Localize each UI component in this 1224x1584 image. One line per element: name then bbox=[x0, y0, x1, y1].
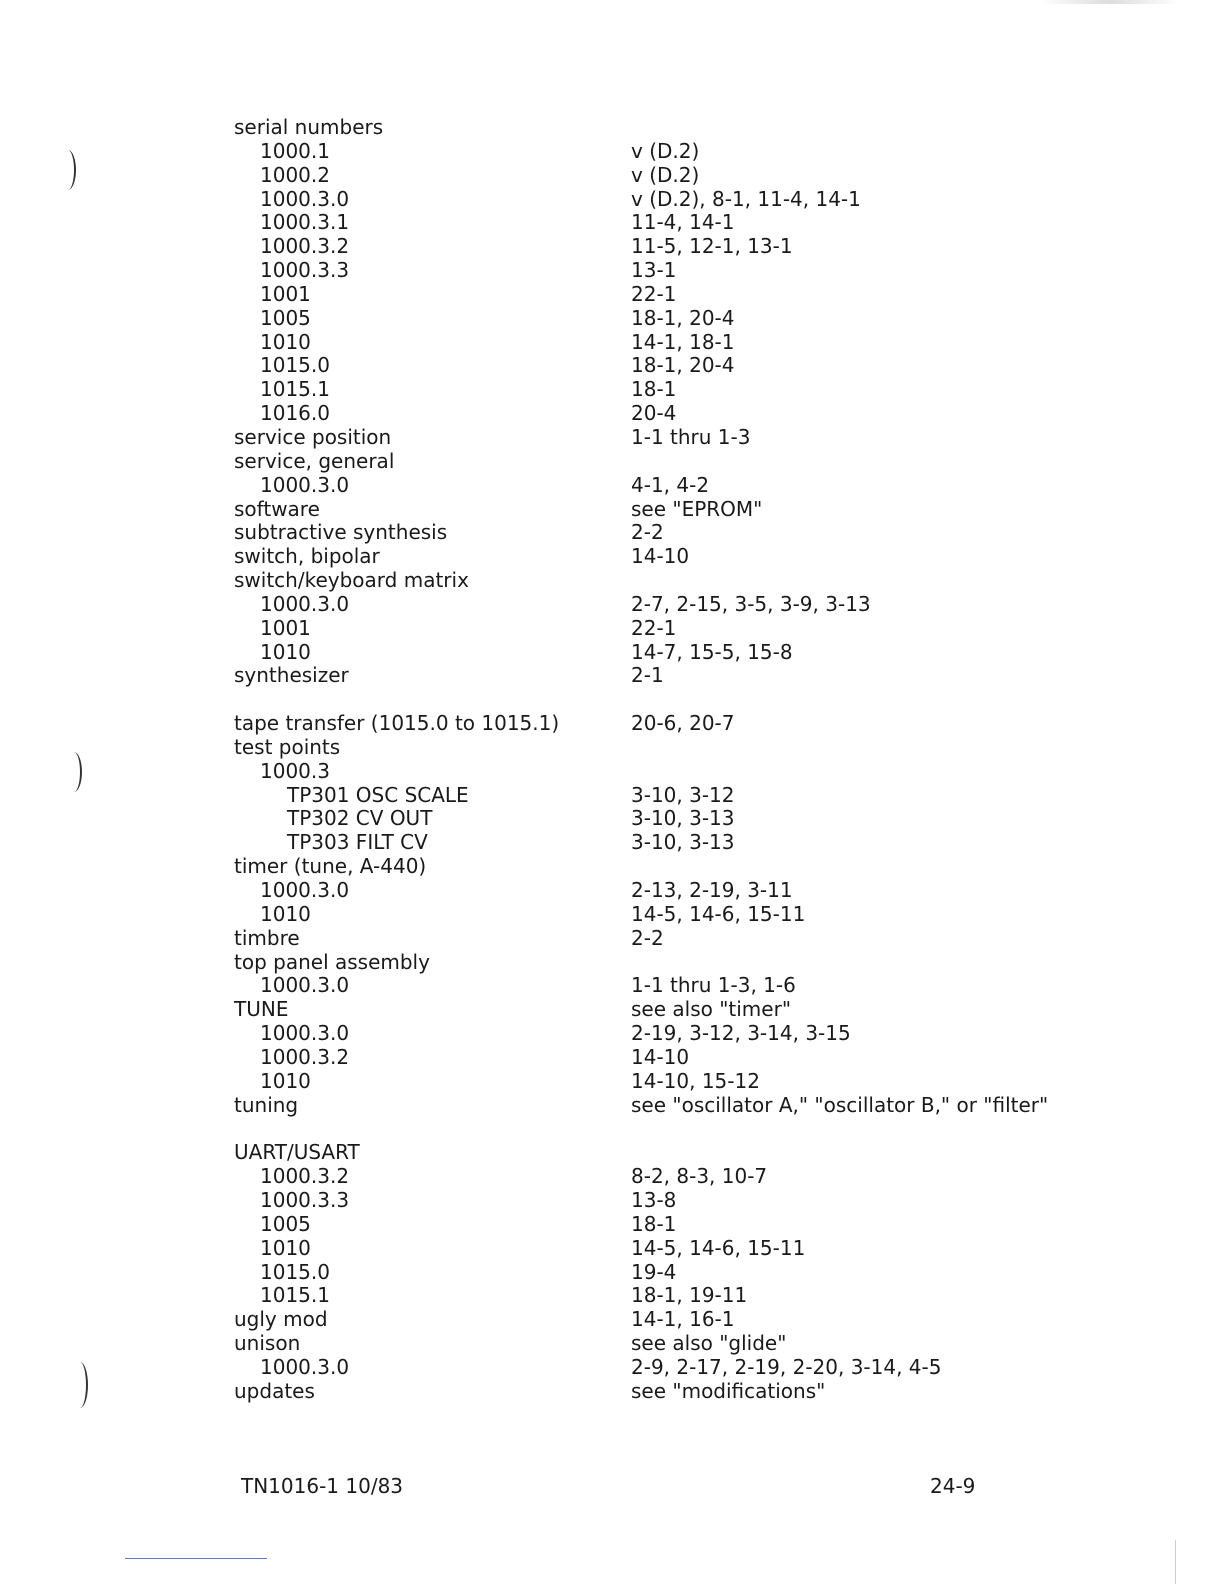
index-entry bbox=[234, 569, 1134, 593]
index-entry bbox=[234, 1046, 1134, 1070]
index-term: TUNE bbox=[234, 997, 289, 1022]
index-page-refs: v (D.2) bbox=[631, 138, 700, 163]
index-page-refs: 3-10, 3-12 bbox=[631, 782, 735, 807]
index-page-refs: 22-1 bbox=[631, 281, 677, 306]
index-page-refs: 20-4 bbox=[631, 401, 677, 426]
index-entry bbox=[234, 617, 1134, 641]
index-entry bbox=[234, 450, 1134, 474]
index-term: serial numbers bbox=[234, 115, 384, 139]
index-page-refs: 2-7, 2-15, 3-5, 3-9, 3-13 bbox=[631, 591, 871, 616]
index-page-refs: 2-9, 2-17, 2-19, 2-20, 3-14, 4-5 bbox=[631, 1354, 942, 1379]
index-subterm: 1000.3.0 bbox=[260, 973, 350, 998]
index-subterm: 1000.3.0 bbox=[260, 1354, 350, 1379]
index-term: timer (tune, A-440) bbox=[234, 854, 427, 879]
index-page-refs: 18-1, 20-4 bbox=[631, 305, 735, 330]
index-subterm: 1000.3.1 bbox=[260, 210, 350, 235]
index-page-refs: 13-8 bbox=[631, 1187, 677, 1212]
index-entry bbox=[234, 784, 1134, 808]
index-term: updates bbox=[234, 1378, 315, 1403]
index-subterm: TP302 CV OUT bbox=[287, 806, 433, 831]
index-entry bbox=[234, 188, 1134, 212]
binding-hole-mark bbox=[66, 752, 82, 792]
index-page-refs: 11-5, 12-1, 13-1 bbox=[631, 234, 793, 259]
index-subterm: 1000.3 bbox=[260, 758, 330, 783]
index-page-refs: 14-7, 15-5, 15-8 bbox=[631, 639, 793, 664]
index-page-refs: 2-2 bbox=[631, 925, 664, 950]
index-page-refs: see "modifications" bbox=[631, 1378, 826, 1403]
index-page-refs: 11-4, 14-1 bbox=[631, 210, 735, 235]
index-entry bbox=[234, 1261, 1134, 1285]
index-entry bbox=[234, 402, 1134, 426]
index-term: switch, bipolar bbox=[234, 544, 380, 569]
index-subterm: 1010 bbox=[260, 1235, 311, 1260]
index-entry bbox=[234, 474, 1134, 498]
index-entry bbox=[234, 1165, 1134, 1189]
index-entry bbox=[234, 1213, 1134, 1237]
index-term: service, general bbox=[234, 448, 395, 473]
index-entry bbox=[234, 951, 1134, 975]
index-subterm: 1000.3.3 bbox=[260, 258, 350, 283]
index-entry bbox=[234, 1308, 1134, 1332]
index-subterm: 1001 bbox=[260, 615, 311, 640]
footer-doc-id: TN1016-1 10/83 bbox=[241, 1474, 404, 1498]
index-page-refs: see also "glide" bbox=[631, 1331, 787, 1356]
index-term: synthesizer bbox=[234, 663, 349, 688]
index-entry bbox=[234, 831, 1134, 855]
index-spacer bbox=[234, 1117, 1134, 1141]
index-entry bbox=[234, 1141, 1134, 1165]
index-subterm: 1005 bbox=[260, 305, 311, 330]
index-entry bbox=[234, 1189, 1134, 1213]
index-entry bbox=[234, 498, 1134, 522]
index-term: test points bbox=[234, 734, 341, 759]
index-subterm: 1005 bbox=[260, 1211, 311, 1236]
index-page-refs: 13-1 bbox=[631, 258, 677, 283]
index-term: subtractive synthesis bbox=[234, 520, 448, 545]
index-entry bbox=[234, 879, 1134, 903]
index-subterm: 1000.3.2 bbox=[260, 1164, 350, 1189]
index-spacer bbox=[234, 688, 1134, 712]
index-entry bbox=[234, 641, 1134, 665]
index-page-refs: 2-1 bbox=[631, 663, 664, 688]
index-page-refs: 1-1 thru 1-3, 1-6 bbox=[631, 973, 796, 998]
index-entry bbox=[234, 855, 1134, 879]
index-entry bbox=[234, 545, 1134, 569]
index-entry bbox=[234, 378, 1134, 402]
index-subterm: 1000.3.2 bbox=[260, 1044, 350, 1069]
index-term: switch/keyboard matrix bbox=[234, 568, 469, 593]
index-page-refs: 1-1 thru 1-3 bbox=[631, 424, 751, 449]
index-subterm: 1010 bbox=[260, 329, 311, 354]
index-subterm: 1015.1 bbox=[260, 1283, 330, 1308]
index-entry bbox=[234, 593, 1134, 617]
index-page-refs: 2-2 bbox=[631, 520, 664, 545]
index-term: software bbox=[234, 496, 320, 521]
index-entry bbox=[234, 1237, 1134, 1261]
index-entry bbox=[234, 116, 1134, 140]
index-subterm: 1000.3.0 bbox=[260, 878, 350, 902]
index-subterm: 1010 bbox=[260, 1068, 311, 1093]
index-page-refs: 2-19, 3-12, 3-14, 3-15 bbox=[631, 1021, 851, 1046]
index-subterm: 1016.0 bbox=[260, 401, 330, 426]
index-term: ugly mod bbox=[234, 1307, 328, 1332]
index-entry bbox=[234, 211, 1134, 235]
index-entry bbox=[234, 1332, 1134, 1356]
index-page-refs: 18-1, 19-11 bbox=[631, 1283, 748, 1308]
binding-hole-mark bbox=[60, 150, 76, 190]
index-term: tuning bbox=[234, 1092, 299, 1117]
index-subterm: 1000.3.0 bbox=[260, 472, 350, 497]
index-subterm: 1000.3.0 bbox=[260, 186, 350, 211]
index-entry bbox=[234, 140, 1134, 164]
index-page-refs: 14-5, 14-6, 15-11 bbox=[631, 901, 806, 926]
index-page-refs: 3-10, 3-13 bbox=[631, 806, 735, 831]
index-entry bbox=[234, 235, 1134, 259]
index-entry bbox=[234, 354, 1134, 378]
scan-edge-line bbox=[1175, 1540, 1176, 1584]
index-page-refs: 19-4 bbox=[631, 1259, 677, 1284]
index-page-refs: see "EPROM" bbox=[631, 496, 763, 521]
index-entry bbox=[234, 1094, 1134, 1118]
index-subterm: 1000.3.0 bbox=[260, 591, 350, 616]
index-page-refs: 14-5, 14-6, 15-11 bbox=[631, 1235, 806, 1260]
index-page-refs: 8-2, 8-3, 10-7 bbox=[631, 1164, 768, 1189]
index-subterm: 1000.1 bbox=[260, 138, 330, 163]
index-page-refs: 3-10, 3-13 bbox=[631, 830, 735, 855]
index-entry bbox=[234, 1022, 1134, 1046]
index-page-refs: v (D.2), 8-1, 11-4, 14-1 bbox=[631, 186, 861, 211]
index-term: tape transfer (1015.0 to 1015.1) bbox=[234, 711, 560, 736]
footer-page-number: 24-9 bbox=[930, 1474, 976, 1498]
index-term: UART/USART bbox=[234, 1140, 360, 1165]
index-page-refs: 14-10 bbox=[631, 544, 690, 569]
index-subterm: 1015.0 bbox=[260, 1259, 330, 1284]
index-subterm: 1010 bbox=[260, 639, 311, 664]
index-page-refs: 2-13, 2-19, 3-11 bbox=[631, 878, 793, 902]
index-entry bbox=[234, 1070, 1134, 1094]
index-list bbox=[234, 116, 1134, 1404]
index-page-refs: see also "timer" bbox=[631, 997, 792, 1022]
index-entry bbox=[234, 903, 1134, 927]
index-page-refs: 18-1, 20-4 bbox=[631, 353, 735, 378]
index-page-refs: 22-1 bbox=[631, 615, 677, 640]
index-entry bbox=[234, 1380, 1134, 1404]
binding-hole-mark bbox=[72, 1362, 88, 1408]
index-term: timbre bbox=[234, 925, 300, 950]
index-page-refs: 14-10 bbox=[631, 1044, 690, 1069]
index-subterm: TP301 OSC SCALE bbox=[287, 782, 469, 807]
index-page-refs: 20-6, 20-7 bbox=[631, 711, 735, 736]
index-subterm: 1015.1 bbox=[260, 377, 330, 402]
index-page-refs: 14-1, 16-1 bbox=[631, 1307, 735, 1332]
index-entry bbox=[234, 1356, 1134, 1380]
index-entry bbox=[234, 331, 1134, 355]
index-page-refs: 14-1, 18-1 bbox=[631, 329, 735, 354]
scan-artifact bbox=[1040, 0, 1180, 4]
index-term: unison bbox=[234, 1331, 301, 1356]
index-subterm: 1000.2 bbox=[260, 162, 330, 187]
index-entry bbox=[234, 664, 1134, 688]
index-entry bbox=[234, 736, 1134, 760]
index-entry bbox=[234, 426, 1134, 450]
index-entry bbox=[234, 712, 1134, 736]
index-subterm: 1001 bbox=[260, 281, 311, 306]
index-entry bbox=[234, 307, 1134, 331]
index-entry bbox=[234, 927, 1134, 951]
index-subterm: 1010 bbox=[260, 901, 311, 926]
index-entry bbox=[234, 974, 1134, 998]
index-subterm: 1000.3.3 bbox=[260, 1187, 350, 1212]
index-subterm: TP303 FILT CV bbox=[287, 830, 428, 855]
index-subterm: 1000.3.0 bbox=[260, 1021, 350, 1046]
index-entry bbox=[234, 998, 1134, 1022]
index-term: top panel assembly bbox=[234, 949, 430, 974]
index-entry bbox=[234, 164, 1134, 188]
index-entry bbox=[234, 521, 1134, 545]
index-subterm: 1015.0 bbox=[260, 353, 330, 378]
index-entry bbox=[234, 259, 1134, 283]
index-entry bbox=[234, 807, 1134, 831]
index-entry bbox=[234, 1284, 1134, 1308]
index-page-refs: v (D.2) bbox=[631, 162, 700, 187]
index-page-refs: see "oscillator A," "oscillator B," or "filter" bbox=[631, 1092, 1049, 1117]
index-subterm: 1000.3.2 bbox=[260, 234, 350, 259]
index-entry bbox=[234, 283, 1134, 307]
index-page-refs: 4-1, 4-2 bbox=[631, 472, 710, 497]
scan-artifact-line bbox=[125, 1558, 267, 1559]
index-page-refs: 18-1 bbox=[631, 377, 677, 402]
index-term: service position bbox=[234, 424, 392, 449]
index-page-refs: 18-1 bbox=[631, 1211, 677, 1236]
index-page-refs: 14-10, 15-12 bbox=[631, 1068, 760, 1093]
index-entry bbox=[234, 760, 1134, 784]
